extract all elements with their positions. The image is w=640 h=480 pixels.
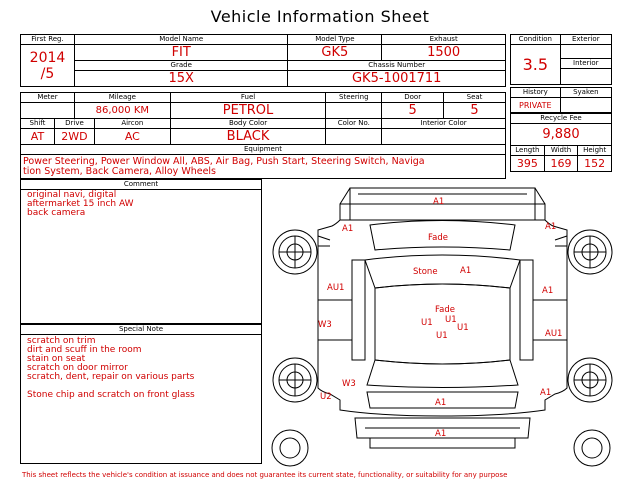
note-line: dirt and scuff in the room — [27, 345, 142, 355]
damage-mark: A1 — [540, 388, 552, 398]
interior-color-value — [382, 129, 506, 145]
model-type-label: Model Type — [288, 35, 382, 45]
mileage-label: Mileage — [74, 93, 170, 103]
main-info-table — [20, 34, 506, 179]
condition-table — [510, 34, 612, 85]
shift-value: AT — [21, 129, 55, 145]
damage-mark: U1 — [421, 318, 433, 328]
comment-text — [21, 190, 261, 219]
color-no-label: Color No. — [326, 119, 382, 129]
damage-mark: AU1 — [545, 329, 563, 339]
interior-label: Interior — [560, 59, 611, 69]
comment-box — [20, 179, 262, 324]
model-type-value: GK5 — [288, 45, 382, 61]
drive-label: Drive — [54, 119, 94, 129]
meter-label: Meter — [21, 93, 75, 103]
comment-line: original navi, digital — [27, 190, 117, 200]
door-label: Door — [382, 93, 444, 103]
damage-mark: Stone — [413, 267, 438, 277]
special-note-box — [20, 324, 262, 464]
equipment-line-1: Power Steering, Power Window All, ABS, Air Bag, Push Start, Steering Switch, Naviga — [23, 155, 425, 167]
damage-mark: U1 — [445, 315, 457, 325]
grade-value: 15X — [74, 71, 288, 87]
equipment-line-2: tion System, Back Camera, Alloy Wheels — [23, 165, 217, 177]
recycle-fee-label: Recycle Fee — [511, 114, 612, 124]
grade-label: Grade — [74, 61, 288, 71]
aircon-label: Aircon — [94, 119, 170, 129]
comment-label: Comment — [21, 180, 261, 190]
interior-value — [560, 69, 611, 85]
exhaust-value: 1500 — [382, 45, 506, 61]
mileage-value: 86,000 KM — [74, 103, 170, 119]
damage-mark: W3 — [342, 379, 356, 389]
wheel-front-left-icon — [273, 230, 317, 274]
note-line: Stone chip and scratch on front glass — [27, 390, 195, 400]
condition-label: Condition — [511, 35, 561, 45]
first-reg-value — [21, 45, 75, 87]
damage-mark: A1 — [542, 286, 554, 296]
height-value: 152 — [578, 156, 612, 172]
length-label: Length — [511, 146, 545, 156]
shift-label: Shift — [21, 119, 55, 129]
first-reg-label: First Reg. — [21, 35, 75, 45]
note-line: scratch on trim — [27, 336, 96, 346]
sheet-title: Vehicle Information Sheet — [210, 7, 430, 26]
history-label: History — [511, 88, 561, 98]
special-note-text — [21, 335, 261, 401]
height-label: Height — [578, 146, 612, 156]
door-value: 5 — [382, 103, 444, 119]
interior-color-label: Interior Color — [382, 119, 506, 129]
length-value: 395 — [511, 156, 545, 172]
steering-value — [326, 103, 382, 119]
width-value: 169 — [544, 156, 578, 172]
damage-mark: Fade — [435, 305, 455, 315]
history-value: PRIVATE — [511, 98, 561, 113]
model-name-value: FIT — [74, 45, 288, 61]
chassis-number-label: Chassis Number — [288, 61, 506, 71]
spare-wheel-right-icon — [574, 430, 610, 466]
recycle-table — [510, 113, 612, 172]
exterior-label: Exterior — [560, 35, 611, 45]
damage-mark: W3 — [318, 320, 332, 330]
color-no-value — [326, 129, 382, 145]
damage-mark: U1 — [436, 331, 448, 341]
history-table — [510, 87, 612, 113]
note-line: scratch on door mirror — [27, 363, 128, 373]
first-reg-year: 2014 — [29, 49, 66, 66]
condition-value: 3.5 — [511, 45, 561, 85]
meter-value — [21, 103, 75, 119]
spare-wheel-left-icon — [272, 430, 308, 466]
damage-mark: U1 — [457, 323, 469, 333]
special-note-label: Special Note — [21, 325, 261, 335]
damage-mark: U2 — [320, 392, 332, 402]
exterior-value — [560, 45, 611, 59]
damage-mark: A1 — [435, 398, 447, 408]
fuel-value: PETROL — [170, 103, 326, 119]
equipment-label: Equipment — [21, 145, 506, 155]
note-line: scratch, dent, repair on various parts — [27, 372, 195, 382]
damage-mark: A1 — [545, 222, 557, 232]
comment-line: aftermarket 15 inch AW — [27, 199, 134, 209]
seat-label: Seat — [444, 93, 506, 103]
body-color-value: BLACK — [170, 129, 326, 145]
exhaust-label: Exhaust — [382, 35, 506, 45]
footer-disclaimer: This sheet reflects the vehicle's condition at issuance and does not guarantee its current state, functionality, or suitability for any purpose — [22, 471, 508, 479]
steering-label: Steering — [326, 93, 382, 103]
damage-mark: A1 — [433, 197, 445, 207]
wheel-rear-right-icon — [568, 358, 612, 402]
note-line: stain on seat — [27, 354, 86, 364]
chassis-number-value: GK5-1001711 — [288, 71, 506, 87]
damage-mark: AU1 — [327, 283, 345, 293]
syaken-label: Syaken — [560, 88, 611, 98]
width-label: Width — [544, 146, 578, 156]
seat-value: 5 — [444, 103, 506, 119]
damage-mark: A1 — [342, 224, 354, 234]
damage-mark: A1 — [435, 429, 447, 439]
equipment-value — [21, 155, 506, 179]
damage-mark: A1 — [460, 266, 472, 276]
damage-mark: Fade — [428, 233, 448, 243]
wheel-front-right-icon — [568, 230, 612, 274]
model-name-label: Model Name — [74, 35, 288, 45]
fuel-label: Fuel — [170, 93, 326, 103]
drive-value: 2WD — [54, 129, 94, 145]
aircon-value: AC — [94, 129, 170, 145]
wheel-rear-left-icon — [273, 358, 317, 402]
comment-line: back camera — [27, 208, 86, 218]
syaken-value — [560, 98, 611, 113]
first-reg-month: /5 — [40, 65, 55, 82]
body-color-label: Body Color — [170, 119, 326, 129]
recycle-fee-value: 9,880 — [511, 124, 612, 146]
